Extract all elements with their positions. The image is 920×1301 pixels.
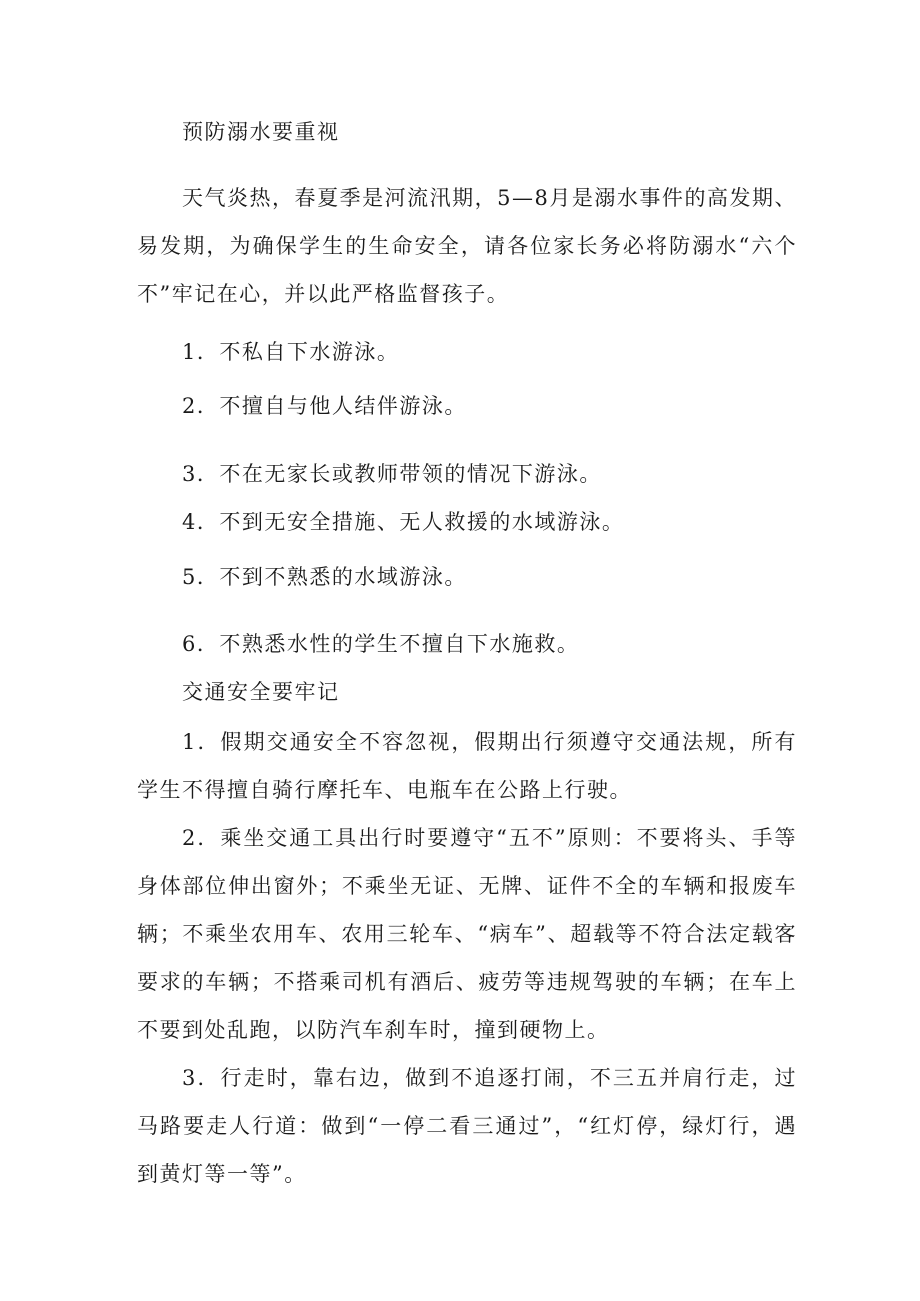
traffic-rule-2: 2．乘坐交通工具出行时要遵守“五不”原则：不要将头、手等身体部位伸出窗外；不乘坐无证、无牌、证件不全的车辆和报废车辆；不乘坐农用车、农用三轮车、“病车”、超载等不符合法定载客要求的车辆；不搭乘司机有酒后、疲劳等违规驾驶的车辆；在车上不要到处乱跑，以防汽车刹车时，撞到硬物上。	[137, 826, 797, 1042]
drowning-rule-4: 4．不到无安全措施、无人救援的水域游泳。	[182, 510, 625, 534]
drowning-rule-3: 3．不在无家长或教师带领的情况下游泳。	[182, 462, 602, 486]
heading-drowning-prevention: 预防溺水要重视	[182, 120, 340, 144]
drowning-rule-5: 5．不到不熟悉的水域游泳。	[182, 565, 467, 589]
intro-paragraph: 天气炎热，春夏季是河流汛期，5—8月是溺水事件的高发期、易发期，为确保学生的生命安全，请各位家长务必将防溺水“六个不”牢记在心，并以此严格监督孩子。	[137, 186, 797, 306]
drowning-rule-6: 6．不熟悉水性的学生不擅自下水施救。	[182, 632, 580, 656]
drowning-rule-1: 1．不私自下水游泳。	[182, 340, 400, 364]
heading-traffic-safety: 交通安全要牢记	[182, 680, 340, 704]
traffic-rule-1: 1．假期交通安全不容忽视，假期出行须遵守交通法规，所有学生不得擅自骑行摩托车、电瓶车在公路上行驶。	[137, 730, 797, 802]
drowning-rule-2: 2．不擅自与他人结伴游泳。	[182, 394, 467, 418]
traffic-rule-3: 3．行走时，靠右边，做到不追逐打闹，不三五并肩行走，过马路要走人行道：做到“一停二看三通过”，“红灯停，绿灯行，遇到黄灯等一等”。	[137, 1066, 797, 1186]
